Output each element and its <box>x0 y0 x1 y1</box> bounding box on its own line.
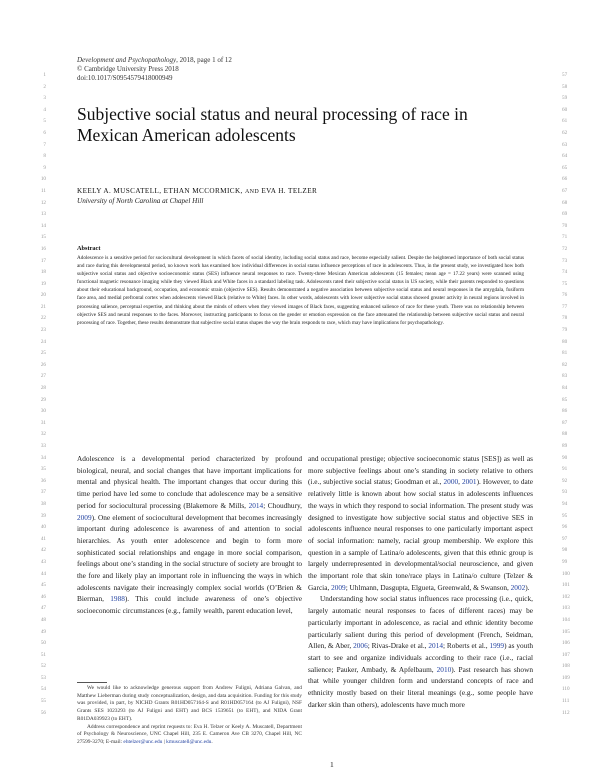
line-number: 71 <box>562 234 568 241</box>
line-number: 30 <box>40 408 46 415</box>
footnotes <box>77 685 302 747</box>
line-number: 11 <box>41 187 46 194</box>
line-number: 54 <box>40 686 46 693</box>
abstract-text: Adolescence is a sensitive period for sociocultural development in which facets of social identity, including social status and race, become especially salient. Despite the heightened importance of both social status and race during this developmental period, no known work has examined how individual differences in social status influence perceptions of race in adolescents. Thus, in the present study, we investigated how both subjective social status and objective socioeconomic status (SES) influence neural responses to race. Twenty-three Mexican American adolescents (15 females; mean age = 17.22 years) were scanned using functional magnetic resonance imaging while they viewed Black and White faces in a standard labeling task. Adolescents rated their subjective social status in US society, while their parents responded to questions about their educational background, occupation, and economic strain (objective SES). Results demonstrated a negative association between subjective social status and neural responses in the amygdala, fusiform face area, and medial prefrontal cortex when adolescents viewed Black (relative to White) faces. In other words, adolescents with lower subjective social status showed greater activity in neural regions involved in processing salience, perceptual expertise, and thinking about the minds of others when they viewed images of Black faces, suggesting enhanced salience of race for these youth. There was no relationship between objective SES and neural responses to the faces. Moreover, instructing participants to focus on the gender or emotion expression on the face attenuated the relationship between subjective social status and neural processing of race. Together, these results demonstrate that subjective social status shapes the way the brain responds to race, which may have implications for psychopathology. <box>77 255 524 326</box>
line-number: 76 <box>562 292 568 299</box>
line-number: 32 <box>40 431 46 438</box>
text-run: , <box>458 477 462 487</box>
line-number: 14 <box>40 222 46 229</box>
line-number: 12 <box>40 199 46 206</box>
line-number: 96 <box>562 524 568 531</box>
line-number: 42 <box>40 547 46 554</box>
line-number: 63 <box>562 141 568 148</box>
line-number: 35 <box>40 466 46 473</box>
line-number: 27 <box>40 373 46 380</box>
line-number: 23 <box>40 327 46 334</box>
line-number: 51 <box>40 651 46 658</box>
author-conjunction: AND <box>244 189 260 195</box>
line-number: 43 <box>40 558 46 565</box>
line-number: 84 <box>562 385 568 392</box>
author-names-first: KEELY A. MUSCATELL, ETHAN MCCORMICK, <box>77 187 245 195</box>
body-paragraph <box>308 453 533 593</box>
line-number: 64 <box>562 153 568 160</box>
line-number: 29 <box>40 396 46 403</box>
citation-link[interactable]: 2010 <box>436 664 452 674</box>
line-number: 106 <box>562 640 570 647</box>
citation-link[interactable]: 2009 <box>77 512 92 522</box>
journal-name: Development and Psychopathology <box>77 56 177 64</box>
line-number: 38 <box>40 500 46 507</box>
line-number: 109 <box>562 674 570 681</box>
text-run: ; Choudhury, <box>263 500 302 510</box>
line-number: 61 <box>562 118 568 125</box>
line-number: 60 <box>562 106 568 113</box>
line-number: 8 <box>43 153 46 160</box>
line-number: 7 <box>43 141 46 148</box>
citation-link[interactable]: 1988 <box>110 594 125 604</box>
line-number: 73 <box>562 257 568 264</box>
line-number: 17 <box>40 257 46 264</box>
line-number: 58 <box>562 83 568 90</box>
line-number: 62 <box>562 129 568 136</box>
text-run: Adolescence is a developmental period characterized by profound biological, neural, and social changes that have important implications for mental and physical health. The important changes that occur during this time period have led some to conclude that adolescence may be a sensitive period for sociocultural processing (Blakemore & Mills, <box>77 454 302 510</box>
line-number: 77 <box>562 303 568 310</box>
line-number: 91 <box>562 466 568 473</box>
line-number: 90 <box>562 454 568 461</box>
line-number: 48 <box>40 616 46 623</box>
text-run: ). Past research has shown that while younger children form and understand concepts of race and ethnicity mostly based on their literal meanings (e.g., some people have darker skin than others), adolescents have much more <box>308 664 533 709</box>
text-run: ; Uhlmann, Dasgupta, Elgueta, Greenwald, & Swanson, <box>345 582 511 592</box>
line-number: 6 <box>43 129 46 136</box>
line-numbers-left <box>36 70 46 719</box>
line-number: 85 <box>562 396 568 403</box>
citation-link[interactable]: 2006 <box>353 641 368 651</box>
line-number: 20 <box>40 292 46 299</box>
line-number: 112 <box>562 709 570 716</box>
line-number: 37 <box>40 489 46 496</box>
line-number: 79 <box>562 327 568 334</box>
line-number: 19 <box>40 280 46 287</box>
line-number: 86 <box>562 408 568 415</box>
line-number: 22 <box>40 315 46 322</box>
article-title: Subjective social status and neural processing of race in Mexican American adolescents <box>77 104 468 145</box>
journal-citation <box>77 56 232 65</box>
line-number: 40 <box>40 524 46 531</box>
text-run: and occupational prestige; objective socioeconomic status [SES]) as well as more subjective feelings about one’s standing in society relative to others (i.e., subjective social status; Goodman et al., <box>308 454 533 487</box>
line-number: 92 <box>562 477 568 484</box>
line-number: 2 <box>43 83 46 90</box>
line-number: 16 <box>40 245 46 252</box>
line-number: 99 <box>562 558 568 565</box>
text-run: ). However, to date relatively little is known about how social status in adolescents influences the ways in which they respond to social information. The present study was designed to investigate how subjective social status and objective SES in adolescents influence neural responses to one particularly important aspect of social information: namely, racial group membership. We explore this question in a sample of Latina/o adolescents, given that this ethnic group is largely underrepresented in developmental/social neuroscience, and given the important role that skin tone/race plays in Latina/o culture (Telzer & Garcia, <box>308 477 533 592</box>
line-number: 95 <box>562 512 568 519</box>
line-number: 98 <box>562 547 568 554</box>
line-number: 80 <box>562 338 568 345</box>
body-column-right <box>308 453 533 710</box>
line-number: 18 <box>40 269 46 276</box>
line-number: 1 <box>43 72 46 78</box>
line-number: 107 <box>562 651 570 658</box>
line-number: 72 <box>562 245 568 252</box>
line-number: 68 <box>562 199 568 206</box>
line-number: 26 <box>40 361 46 368</box>
citation-link[interactable]: 2009 <box>331 582 346 592</box>
line-number: 69 <box>562 211 568 218</box>
text-run: ). One element of sociocultural development that becomes increasingly important during adolescence is awareness of and attention to social hierarchies. As youth enter adolescence and begin to form more sophisticated social relationships and engage in more social comparison, feelings about one’s standing in the social structure of society are brought to the fore and likely play an important role in influencing the ways in which adolescents navigate their increasingly complex social worlds (O’Brien & Bierman, <box>77 512 302 604</box>
line-number: 13 <box>40 211 46 218</box>
citation-link[interactable]: 2000 <box>443 477 459 487</box>
text-run: ; Rivas-Drake et al., <box>367 641 429 651</box>
line-number: 56 <box>40 709 46 716</box>
line-number: 67 <box>562 187 568 194</box>
author-list <box>77 187 317 195</box>
line-number: 70 <box>562 222 568 229</box>
citation-link[interactable]: 2002 <box>510 582 526 592</box>
text-run: Address correspondence and reprint requests to: Eva H. Telzer or Keely A. Muscatell, Department of Psychology & Neuroscience, UNC Chapel Hill, 235 E. Cameron Ave CB 3270, Chapel Hill, NC 27599-3270; E-mail: <box>77 723 302 745</box>
line-number: 50 <box>40 640 46 647</box>
line-number: 33 <box>40 443 46 449</box>
line-number: 28 <box>40 385 46 392</box>
line-number: 97 <box>562 535 568 542</box>
line-number: 103 <box>562 605 570 612</box>
line-number: 53 <box>40 674 46 681</box>
citation-link[interactable]: 2001 <box>461 477 477 487</box>
line-number: 75 <box>562 280 568 287</box>
line-number: 74 <box>562 269 568 276</box>
line-number: 45 <box>40 582 46 589</box>
line-number: 15 <box>40 234 46 241</box>
text-run: | <box>162 738 167 745</box>
line-numbers-right <box>562 70 576 719</box>
line-number: 83 <box>562 373 568 380</box>
line-number: 5 <box>43 118 46 125</box>
line-number: 34 <box>40 454 46 461</box>
line-number: 55 <box>40 698 46 705</box>
line-number: 44 <box>40 570 46 577</box>
line-number: 65 <box>562 164 568 171</box>
line-number: 78 <box>562 315 568 322</box>
email-link[interactable]: ehtelzer@unc.edu <box>123 738 163 745</box>
text-run: ). This could include awareness of one’s objective socioeconomic circumstances (e.g., family wealth, parent education level, <box>77 594 302 616</box>
line-number: 94 <box>562 500 568 507</box>
line-number: 41 <box>40 535 46 542</box>
text-run: ). <box>525 582 530 592</box>
body-column-left <box>77 453 302 617</box>
acknowledgment-footnote: We would like to acknowledge generous support from Andrew Fuligni, Adriana Galvan, and Matthew Lieberman during study conceptualization, design, and data acquisition. Funding for this study was provided, in part, by NICHD Grants R01HD057164-S and R01HD057164 (to AJ Fuligni), NSF Grants SES 1023293 (to AJ Fuligni and EHT) and BCS 1539651 (to EHT), and NIDA Grant R01DA039923 (to EHT). <box>77 685 302 722</box>
email-link[interactable]: kmuscatell@unc.edu <box>166 738 212 745</box>
author-affiliation: University of North Carolina at Chapel Hill <box>77 197 204 205</box>
line-number: 52 <box>40 663 46 670</box>
line-number: 105 <box>562 628 570 635</box>
line-number: 110 <box>562 686 570 693</box>
body-paragraph <box>77 453 302 617</box>
citation-link[interactable]: 1999 <box>489 641 505 651</box>
line-number: 111 <box>562 698 570 705</box>
text-run: . <box>211 738 213 745</box>
line-number: 24 <box>40 338 46 345</box>
line-number: 89 <box>562 443 568 449</box>
line-number: 10 <box>40 176 46 183</box>
line-number: 66 <box>562 176 568 183</box>
line-number: 82 <box>562 361 568 368</box>
correspondence-footnote <box>77 724 302 747</box>
abstract-heading: Abstract <box>77 245 101 252</box>
line-number: 49 <box>40 628 46 635</box>
journal-header <box>77 56 232 83</box>
line-number: 87 <box>562 419 568 426</box>
line-number: 3 <box>43 95 46 102</box>
line-number: 46 <box>40 593 46 600</box>
text-run: ) as youth start to see and organize individuals according to their race (i.e., racial salience; Pauker, Ambady, & Apfelbaum, <box>308 641 533 674</box>
line-number: 59 <box>562 95 568 102</box>
citation-link[interactable]: 2014 <box>428 641 443 651</box>
line-number: 100 <box>562 570 570 577</box>
line-number: 31 <box>40 419 46 426</box>
line-number: 81 <box>562 350 568 357</box>
body-paragraph <box>308 593 533 710</box>
line-number: 47 <box>40 605 46 612</box>
line-number: 104 <box>562 616 570 623</box>
line-number: 102 <box>562 593 570 600</box>
line-number: 4 <box>43 106 46 113</box>
line-number: 36 <box>40 477 46 484</box>
line-number: 108 <box>562 663 570 670</box>
line-number: 25 <box>40 350 46 357</box>
copyright-line: © Cambridge University Press 2018 <box>77 65 179 73</box>
text-run: Understanding how social status influences race processing (i.e., quick, largely automatic neural responses to faces of different races) may be particularly important in adolescence, as racial and ethnic identity become particularly salient during this period of development (French, Seidman, Allen, & Aber, <box>308 594 533 651</box>
page-number: 1 <box>330 760 334 769</box>
footnote-divider <box>77 682 107 683</box>
line-number: 57 <box>562 72 568 78</box>
author-names-last: EVA H. TELZER <box>259 187 318 195</box>
line-number: 39 <box>40 512 46 519</box>
line-number: 9 <box>43 164 46 171</box>
citation-link[interactable]: 2014 <box>248 500 264 510</box>
line-number: 21 <box>40 303 46 310</box>
line-number: 101 <box>562 582 570 589</box>
text-run: ; Roberts et al., <box>442 641 490 651</box>
doi-line: doi:10.1017/S0954579418000949 <box>77 74 173 82</box>
line-number: 88 <box>562 431 568 438</box>
line-number: 93 <box>562 489 568 496</box>
journal-year-pages: , 2018, page 1 of 12 <box>176 56 232 64</box>
